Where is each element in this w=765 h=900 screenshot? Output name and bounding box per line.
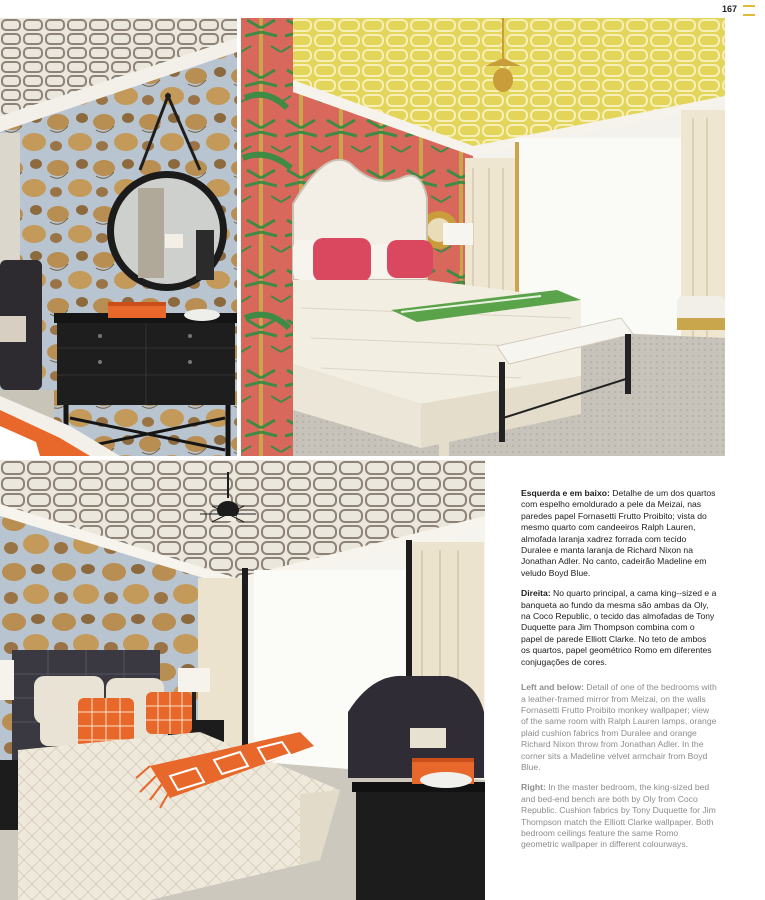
caption-column — [521, 488, 717, 860]
caption-lead: Right: — [521, 782, 546, 793]
photo-bedroom-detail — [0, 18, 237, 456]
caption-text: In the master bedroom, the king-sized bed and bed-end bench are both by Oly from Coco Republic. Cushion fabrics by Tony Duquette for Jim Thompson match the Elliott Clarke wallpaper. Both bedroom ceilings feature the same Romo geometric wallpaper in different colourways. — [521, 782, 716, 850]
caption-en-right — [521, 782, 717, 850]
caption-text: No quarto principal, a cama king--sized e a banqueta ao fundo da mesma são ambas da Oly, na Coco Republic, o tecido das almofadas de Tony Duquette para Jim Thompson combina com o papel de parede Elliott Clarke. No teto de ambos os quartos, papel geométrico Romo em diferentes conjugações de cores. — [521, 588, 717, 667]
caption-pt-right — [521, 588, 717, 668]
photo-bedroom-wide — [0, 460, 485, 900]
caption-lead: Direita: — [521, 588, 551, 599]
page-number: 167 — [721, 4, 737, 14]
caption-text: Detail of one of the bedrooms with a leather-framed mirror from Meizai, on the walls Fornasetti Frutto Proibito monkey wallpaper; view of the same room with Ralph Lauren lamps, orange plaid cushion fabrics from Duralee and orange Richard Nixon throw from Jonathan Adler. In the corner sits a Madeline velvet armchair from Boyd Blue. — [521, 682, 717, 772]
caption-lead: Esquerda e em baixo: — [521, 488, 610, 498]
page-marker-icon — [743, 5, 755, 16]
caption-en-left-below — [521, 682, 717, 773]
caption-lead: Left and below: — [521, 682, 585, 693]
caption-pt-left-below — [521, 488, 717, 579]
caption-text: Detalhe de um dos quartos com espelho emoldurado a pele da Meizai, nas paredes papel Fornasetti Frutto Proibito; vista do mesmo quarto com candeeiros Ralph Lauren, almofada laranja xadrez forrada com tecido Duralee e manta laranja de Richard Nixon na Jonathan Adler. No canto, cadeirão Madeline em veludo Boyd Blue. — [521, 488, 716, 578]
photo-master-bedroom — [241, 18, 725, 456]
